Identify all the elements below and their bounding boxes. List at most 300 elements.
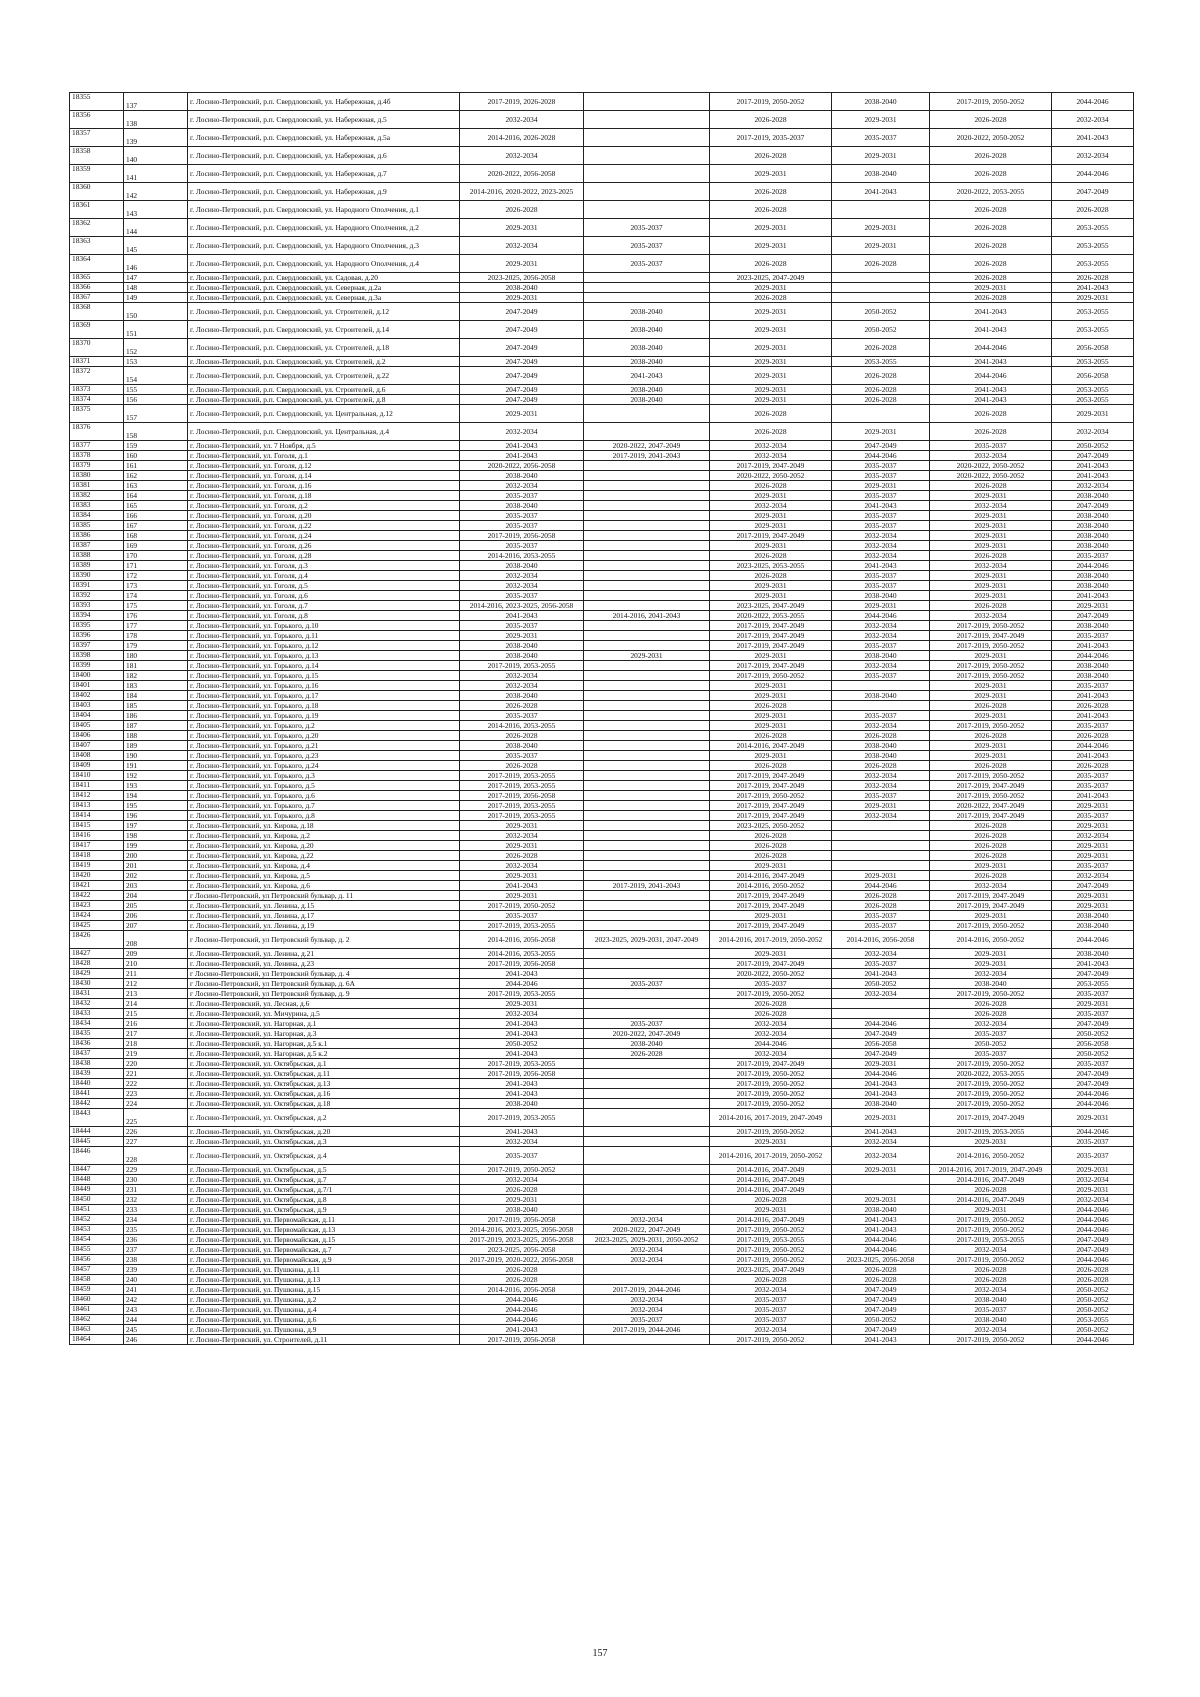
period-col5-cell: 2041-2043 [930, 395, 1052, 405]
record-id-cell: 18442 [70, 1099, 124, 1109]
row-number-cell: 173 [124, 581, 188, 591]
period-col3-cell: 2035-2037 [710, 1315, 832, 1325]
address-cell: г. Лосино-Петровский, ул. Пушкина, д.13 [188, 1275, 460, 1285]
period-col3-cell: 2026-2028 [710, 701, 832, 711]
address-cell: г. Лосино-Петровский, ул. Горького, д.10 [188, 621, 460, 631]
period-col1-cell: 2026-2028 [460, 701, 584, 711]
period-col3-cell: 2029-2031 [710, 385, 832, 395]
period-col4-cell: 2047-2049 [832, 1029, 930, 1039]
address-cell: г. Лосино-Петровский, ул. Гоголя, д.1 [188, 451, 460, 461]
period-col3-cell: 2014-2016, 2047-2049 [710, 1185, 832, 1195]
period-col1-cell: 2044-2046 [460, 1305, 584, 1315]
record-id-cell: 18438 [70, 1059, 124, 1069]
table-row [70, 1137, 1134, 1147]
period-col6-cell: 2041-2043 [1052, 959, 1134, 969]
row-number-cell: 139 [124, 129, 188, 147]
period-col5-cell: 2044-2046 [930, 367, 1052, 385]
row-number-cell: 170 [124, 551, 188, 561]
period-col6-cell: 2038-2040 [1052, 661, 1134, 671]
record-id-cell: 18365 [70, 273, 124, 283]
period-col2-cell [584, 511, 710, 521]
period-col3-cell: 2026-2028 [710, 571, 832, 581]
period-col6-cell: 2050-2052 [1052, 1049, 1134, 1059]
table-row [70, 979, 1134, 989]
period-col5-cell: 2017-2019, 2047-2049 [930, 901, 1052, 911]
period-col3-cell: 2029-2031 [710, 541, 832, 551]
record-id-cell: 18447 [70, 1165, 124, 1175]
period-col3-cell: 2032-2034 [710, 1029, 832, 1039]
period-col5-cell: 2026-2028 [930, 255, 1052, 273]
period-col2-cell [584, 491, 710, 501]
period-col2-cell [584, 521, 710, 531]
period-col6-cell: 2041-2043 [1052, 591, 1134, 601]
table-row [70, 681, 1134, 691]
period-col1-cell: 2041-2043 [460, 1029, 584, 1039]
period-col6-cell: 2038-2040 [1052, 491, 1134, 501]
address-cell: г. Лосино-Петровский, ул. Ленина, д.23 [188, 959, 460, 969]
period-col4-cell [832, 701, 930, 711]
period-col1-cell: 2029-2031 [460, 821, 584, 831]
table-row [70, 831, 1134, 841]
period-col5-cell: 2014-2016, 2047-2049 [930, 1195, 1052, 1205]
period-col2-cell [584, 481, 710, 491]
period-col4-cell: 2029-2031 [832, 481, 930, 491]
period-col3-cell: 2014-2016, 2047-2049 [710, 1215, 832, 1225]
table-row [70, 621, 1134, 631]
period-col3-cell: 2029-2031 [710, 751, 832, 761]
row-number-cell: 231 [124, 1185, 188, 1195]
period-col6-cell: 2038-2040 [1052, 621, 1134, 631]
period-col6-cell: 2029-2031 [1052, 999, 1134, 1009]
period-col1-cell: 2017-2019, 2050-2052 [460, 901, 584, 911]
period-col2-cell [584, 911, 710, 921]
period-col6-cell: 2035-2037 [1052, 1147, 1134, 1165]
period-col6-cell: 2038-2040 [1052, 571, 1134, 581]
period-col1-cell: 2032-2034 [460, 423, 584, 441]
address-cell: г. Лосино-Петровский, ул. Октябрьская, д.9 [188, 1205, 460, 1215]
period-col3-cell: 2029-2031 [710, 651, 832, 661]
record-id-cell: 18363 [70, 237, 124, 255]
table-row [70, 255, 1134, 273]
address-cell: г. Лосино-Петровский, ул. Октябрьская, д.8 [188, 1195, 460, 1205]
period-col2-cell [584, 1265, 710, 1275]
period-col3-cell: 2029-2031 [710, 321, 832, 339]
period-col1-cell: 2035-2037 [460, 511, 584, 521]
address-cell: г. Лосино-Петровский, ул. Кирова, д.20 [188, 841, 460, 851]
period-col5-cell: 2026-2028 [930, 165, 1052, 183]
period-col4-cell: 2038-2040 [832, 741, 930, 751]
period-col4-cell: 2041-2043 [832, 501, 930, 511]
period-col2-cell [584, 1137, 710, 1147]
record-id-cell: 18382 [70, 491, 124, 501]
period-col5-cell: 2017-2019, 2050-2052 [930, 641, 1052, 651]
period-col2-cell [584, 989, 710, 999]
period-col5-cell: 2029-2031 [930, 751, 1052, 761]
address-cell: г. Лосино-Петровский, ул. Горького, д.23 [188, 751, 460, 761]
period-col5-cell: 2029-2031 [930, 911, 1052, 921]
period-col4-cell: 2032-2034 [832, 771, 930, 781]
record-id-cell: 18418 [70, 851, 124, 861]
period-col1-cell: 2014-2016, 2053-2055 [460, 949, 584, 959]
record-id-cell: 18449 [70, 1185, 124, 1195]
record-id-cell: 18432 [70, 999, 124, 1009]
address-cell: г. Лосино-Петровский, ул. Горького, д.13 [188, 651, 460, 661]
period-col4-cell: 2041-2043 [832, 1079, 930, 1089]
period-col4-cell: 2032-2034 [832, 631, 930, 641]
row-number-cell: 218 [124, 1039, 188, 1049]
period-col6-cell: 2032-2034 [1052, 871, 1134, 881]
period-col2-cell [584, 461, 710, 471]
record-id-cell: 18403 [70, 701, 124, 711]
period-col5-cell: 2026-2028 [930, 1009, 1052, 1019]
period-col3-cell: 2029-2031 [710, 237, 832, 255]
table-row [70, 1265, 1134, 1275]
row-number-cell: 150 [124, 303, 188, 321]
period-col5-cell: 2032-2034 [930, 969, 1052, 979]
period-col1-cell: 2014-2016, 2023-2025, 2056-2058 [460, 1225, 584, 1235]
period-col3-cell: 2029-2031 [710, 861, 832, 871]
period-col4-cell: 2044-2046 [832, 1019, 930, 1029]
period-col5-cell: 2017-2019, 2047-2049 [930, 631, 1052, 641]
address-cell: г. Лосино-Петровский, ул. Гоголя, д.24 [188, 531, 460, 541]
period-col6-cell: 2035-2037 [1052, 1009, 1134, 1019]
table-row [70, 821, 1134, 831]
record-id-cell: 18368 [70, 303, 124, 321]
period-col1-cell: 2014-2016, 2053-2055 [460, 551, 584, 561]
record-id-cell: 18443 [70, 1109, 124, 1127]
period-col4-cell: 2053-2055 [832, 357, 930, 367]
period-col5-cell: 2029-2031 [930, 531, 1052, 541]
period-col4-cell: 2035-2037 [832, 711, 930, 721]
address-cell: г. Лосино-Петровский, ул. Ленина, д.17 [188, 911, 460, 921]
period-col6-cell: 2038-2040 [1052, 511, 1134, 521]
period-col6-cell: 2041-2043 [1052, 751, 1134, 761]
record-id-cell: 18387 [70, 541, 124, 551]
period-col4-cell [832, 293, 930, 303]
table-row [70, 841, 1134, 851]
period-col2-cell: 2032-2034 [584, 1305, 710, 1315]
record-id-cell: 18411 [70, 781, 124, 791]
address-cell: г. Лосино-Петровский, ул. Гоголя, д.14 [188, 471, 460, 481]
row-number-cell: 228 [124, 1147, 188, 1165]
table-row [70, 701, 1134, 711]
record-id-cell: 18405 [70, 721, 124, 731]
period-col2-cell: 2038-2040 [584, 1039, 710, 1049]
period-col2-cell [584, 541, 710, 551]
table-row [70, 321, 1134, 339]
row-number-cell: 167 [124, 521, 188, 531]
table-row [70, 183, 1134, 201]
record-id-cell: 18394 [70, 611, 124, 621]
record-id-cell: 18364 [70, 255, 124, 273]
period-col4-cell [832, 681, 930, 691]
period-col5-cell: 2026-2028 [930, 293, 1052, 303]
period-col5-cell: 2038-2040 [930, 979, 1052, 989]
period-col6-cell: 2041-2043 [1052, 129, 1134, 147]
record-id-cell: 18412 [70, 791, 124, 801]
period-col2-cell: 2020-2022, 2047-2049 [584, 1029, 710, 1039]
period-col4-cell: 2035-2037 [832, 921, 930, 931]
period-col5-cell: 2026-2028 [930, 999, 1052, 1009]
row-number-cell: 223 [124, 1089, 188, 1099]
period-col4-cell: 2029-2031 [832, 871, 930, 881]
address-cell: г. Лосино-Петровский, р.п. Свердловский, ул. Народного Ополчения, д.1 [188, 201, 460, 219]
period-col6-cell: 2041-2043 [1052, 283, 1134, 293]
period-col6-cell: 2038-2040 [1052, 671, 1134, 681]
table-row [70, 357, 1134, 367]
address-cell: г. Лосино-Петровский, ул. Ленина, д.19 [188, 921, 460, 931]
table-row [70, 1049, 1134, 1059]
record-id-cell: 18463 [70, 1325, 124, 1335]
period-col5-cell: 2017-2019, 2050-2052 [930, 1335, 1052, 1345]
period-col3-cell: 2014-2016, 2050-2052 [710, 881, 832, 891]
row-number-cell: 242 [124, 1295, 188, 1305]
row-number-cell: 153 [124, 357, 188, 367]
row-number-cell: 185 [124, 701, 188, 711]
address-cell: г. Лосино-Петровский, ул. Гоголя, д.22 [188, 521, 460, 531]
period-col6-cell: 2041-2043 [1052, 691, 1134, 701]
period-col2-cell [584, 731, 710, 741]
record-id-cell: 18360 [70, 183, 124, 201]
table-row [70, 511, 1134, 521]
period-col3-cell: 2029-2031 [710, 721, 832, 731]
period-col6-cell: 2044-2046 [1052, 1205, 1134, 1215]
address-cell: г. Лосино-Петровский, ул. Октябрьская, д.13 [188, 1079, 460, 1089]
period-col1-cell: 2047-2049 [460, 385, 584, 395]
period-col5-cell: 2017-2019, 2050-2052 [930, 791, 1052, 801]
address-cell: г. Лосино-Петровский, ул. Горького, д.3 [188, 771, 460, 781]
period-col4-cell: 2032-2034 [832, 1137, 930, 1147]
period-col4-cell: 2035-2037 [832, 959, 930, 969]
period-col2-cell: 2038-2040 [584, 321, 710, 339]
period-col3-cell: 2026-2028 [710, 293, 832, 303]
period-col2-cell [584, 571, 710, 581]
period-col3-cell: 2029-2031 [710, 339, 832, 357]
period-col3-cell: 2017-2019, 2050-2052 [710, 791, 832, 801]
period-col5-cell: 2029-2031 [930, 711, 1052, 721]
period-col3-cell: 2029-2031 [710, 691, 832, 701]
table-row [70, 641, 1134, 651]
period-col4-cell: 2038-2040 [832, 751, 930, 761]
address-cell: г. Лосино-Петровский, ул. Гоголя, д.12 [188, 461, 460, 471]
period-col2-cell: 2035-2037 [584, 237, 710, 255]
period-col5-cell: 2017-2019, 2047-2049 [930, 781, 1052, 791]
table-row [70, 751, 1134, 761]
record-id-cell: 18414 [70, 811, 124, 821]
period-col5-cell: 2026-2028 [930, 731, 1052, 741]
period-col6-cell: 2044-2046 [1052, 651, 1134, 661]
period-col2-cell: 2032-2034 [584, 1245, 710, 1255]
period-col6-cell: 2041-2043 [1052, 711, 1134, 721]
period-col1-cell: 2035-2037 [460, 911, 584, 921]
address-cell: г. Лосино-Петровский, ул. Октябрьская, д.18 [188, 1099, 460, 1109]
period-col1-cell: 2017-2019, 2056-2058 [460, 1335, 584, 1345]
table-row [70, 201, 1134, 219]
period-col2-cell [584, 671, 710, 681]
address-cell: г. Лосино-Петровский, ул. Первомайская, д.13 [188, 1225, 460, 1235]
period-col4-cell: 2026-2028 [832, 901, 930, 911]
period-col5-cell: 2017-2019, 2047-2049 [930, 891, 1052, 901]
address-cell: г. Лосино-Петровский, ул. Октябрьская, д.16 [188, 1089, 460, 1099]
period-col1-cell: 2032-2034 [460, 671, 584, 681]
period-col4-cell: 2041-2043 [832, 1089, 930, 1099]
period-col1-cell: 2032-2034 [460, 111, 584, 129]
record-id-cell: 18454 [70, 1235, 124, 1245]
period-col4-cell [832, 201, 930, 219]
period-col1-cell: 2041-2043 [460, 1325, 584, 1335]
period-col3-cell: 2017-2019, 2050-2052 [710, 1245, 832, 1255]
period-col3-cell: 2026-2028 [710, 423, 832, 441]
period-col1-cell: 2023-2025, 2056-2058 [460, 273, 584, 283]
row-number-cell: 244 [124, 1315, 188, 1325]
period-col4-cell: 2029-2031 [832, 1195, 930, 1205]
address-cell: г. Лосино-Петровский, ул. Лесная, д.6 [188, 999, 460, 1009]
row-number-cell: 222 [124, 1079, 188, 1089]
table-row [70, 1315, 1134, 1325]
table-row [70, 811, 1134, 821]
row-number-cell: 190 [124, 751, 188, 761]
period-col4-cell: 2038-2040 [832, 651, 930, 661]
table-row [70, 471, 1134, 481]
period-col1-cell: 2032-2034 [460, 861, 584, 871]
period-col4-cell: 2032-2034 [832, 1147, 930, 1165]
period-col1-cell: 2017-2019, 2020-2022, 2056-2058 [460, 1255, 584, 1265]
period-col4-cell: 2038-2040 [832, 1099, 930, 1109]
table-row [70, 989, 1134, 999]
period-col1-cell: 2041-2043 [460, 881, 584, 891]
period-col3-cell: 2017-2019, 2047-2049 [710, 901, 832, 911]
period-col5-cell: 2026-2028 [930, 551, 1052, 561]
period-col5-cell: 2032-2034 [930, 881, 1052, 891]
address-cell: г. Лосино-Петровский, ул. Гоголя, д.28 [188, 551, 460, 561]
row-number-cell: 169 [124, 541, 188, 551]
record-id-cell: 18386 [70, 531, 124, 541]
row-number-cell: 200 [124, 851, 188, 861]
period-col1-cell: 2026-2028 [460, 1275, 584, 1285]
period-col2-cell: 2038-2040 [584, 395, 710, 405]
period-col4-cell: 2029-2031 [832, 1059, 930, 1069]
period-col6-cell: 2053-2055 [1052, 1315, 1134, 1325]
period-col1-cell: 2035-2037 [460, 711, 584, 721]
record-id-cell: 18355 [70, 93, 124, 111]
record-id-cell: 18420 [70, 871, 124, 881]
period-col2-cell [584, 721, 710, 731]
period-col1-cell: 2041-2043 [460, 969, 584, 979]
address-cell: г. Лосино-Петровский, ул. Горького, д.21 [188, 741, 460, 751]
record-id-cell: 18464 [70, 1335, 124, 1345]
table-row [70, 581, 1134, 591]
record-id-cell: 18459 [70, 1285, 124, 1295]
address-cell: г. Лосино-Петровский, р.п. Свердловский, ул. Садовая, д.20 [188, 273, 460, 283]
row-number-cell: 232 [124, 1195, 188, 1205]
period-col1-cell: 2032-2034 [460, 831, 584, 841]
address-cell: г. Лосино-Петровский, р.п. Свердловский, ул. Набережная, д.6 [188, 147, 460, 165]
period-col4-cell: 2032-2034 [832, 661, 930, 671]
table-row [70, 1099, 1134, 1109]
row-number-cell: 195 [124, 801, 188, 811]
table-row [70, 1335, 1134, 1345]
row-number-cell: 238 [124, 1255, 188, 1265]
period-col4-cell [832, 1009, 930, 1019]
period-col3-cell: 2029-2031 [710, 283, 832, 293]
record-id-cell: 18446 [70, 1147, 124, 1165]
period-col5-cell: 2026-2028 [930, 481, 1052, 491]
period-col5-cell: 2020-2022, 2053-2055 [930, 183, 1052, 201]
address-cell: г. Лосино-Петровский, ул. Первомайская, д.9 [188, 1255, 460, 1265]
row-number-cell: 143 [124, 201, 188, 219]
period-col4-cell: 2032-2034 [832, 551, 930, 561]
row-number-cell: 217 [124, 1029, 188, 1039]
address-cell: г. Лосино-Петровский, ул. Октябрьская, д.11 [188, 1069, 460, 1079]
period-col4-cell [832, 283, 930, 293]
period-col3-cell: 2032-2034 [710, 441, 832, 451]
period-col6-cell: 2029-2031 [1052, 1109, 1134, 1127]
table-row [70, 741, 1134, 751]
record-id-cell: 18455 [70, 1245, 124, 1255]
period-col3-cell: 2017-2019, 2047-2049 [710, 1059, 832, 1069]
table-row [70, 651, 1134, 661]
address-cell: г. Лосино-Петровский, ул. Горького, д.16 [188, 681, 460, 691]
row-number-cell: 179 [124, 641, 188, 651]
period-col5-cell: 2014-2016, 2047-2049 [930, 1175, 1052, 1185]
period-col4-cell: 2038-2040 [832, 591, 930, 601]
address-cell: г. Лосино-Петровский, ул. Горького, д.5 [188, 781, 460, 791]
record-id-cell: 18430 [70, 979, 124, 989]
record-id-cell: 18424 [70, 911, 124, 921]
record-id-cell: 18435 [70, 1029, 124, 1039]
period-col4-cell: 2050-2052 [832, 979, 930, 989]
row-number-cell: 149 [124, 293, 188, 303]
row-number-cell: 241 [124, 1285, 188, 1295]
period-col3-cell: 2044-2046 [710, 1039, 832, 1049]
period-col5-cell: 2029-2031 [930, 541, 1052, 551]
address-cell: г. Лосино-Петровский, ул. Гоголя, д.26 [188, 541, 460, 551]
address-cell: г. Лосино-Петровский, ул. Первомайская, д.7 [188, 1245, 460, 1255]
period-col4-cell: 2035-2037 [832, 491, 930, 501]
period-col5-cell: 2029-2031 [930, 1205, 1052, 1215]
period-col1-cell: 2017-2019, 2023-2025, 2056-2058 [460, 1235, 584, 1245]
period-col5-cell: 2029-2031 [930, 651, 1052, 661]
table-row [70, 541, 1134, 551]
table-row [70, 711, 1134, 721]
period-col6-cell: 2026-2028 [1052, 1275, 1134, 1285]
period-col2-cell [584, 1195, 710, 1205]
period-col3-cell: 2017-2019, 2047-2049 [710, 801, 832, 811]
period-col1-cell: 2044-2046 [460, 979, 584, 989]
period-col1-cell: 2038-2040 [460, 641, 584, 651]
period-col6-cell: 2056-2058 [1052, 367, 1134, 385]
table-row [70, 571, 1134, 581]
period-col4-cell: 2041-2043 [832, 969, 930, 979]
address-cell: г. Лосино-Петровский, ул. Гоголя, д.3 [188, 561, 460, 571]
period-col1-cell: 2014-2016, 2023-2025, 2056-2058 [460, 601, 584, 611]
period-col2-cell [584, 201, 710, 219]
table-row [70, 1039, 1134, 1049]
period-col1-cell: 2035-2037 [460, 591, 584, 601]
record-id-cell: 18366 [70, 283, 124, 293]
row-number-cell: 215 [124, 1009, 188, 1019]
address-cell: г. Лосино-Петровский, р.п. Свердловский, ул. Строителей, д.2 [188, 357, 460, 367]
period-col3-cell: 2017-2019, 2047-2049 [710, 461, 832, 471]
row-number-cell: 202 [124, 871, 188, 881]
period-col6-cell: 2047-2049 [1052, 183, 1134, 201]
table-row [70, 949, 1134, 959]
period-col5-cell: 2017-2019, 2050-2052 [930, 93, 1052, 111]
period-col6-cell: 2035-2037 [1052, 681, 1134, 691]
period-col1-cell: 2029-2031 [460, 1195, 584, 1205]
address-cell: г. Лосино-Петровский, ул. Октябрьская, д.5 [188, 1165, 460, 1175]
row-number-cell: 144 [124, 219, 188, 237]
